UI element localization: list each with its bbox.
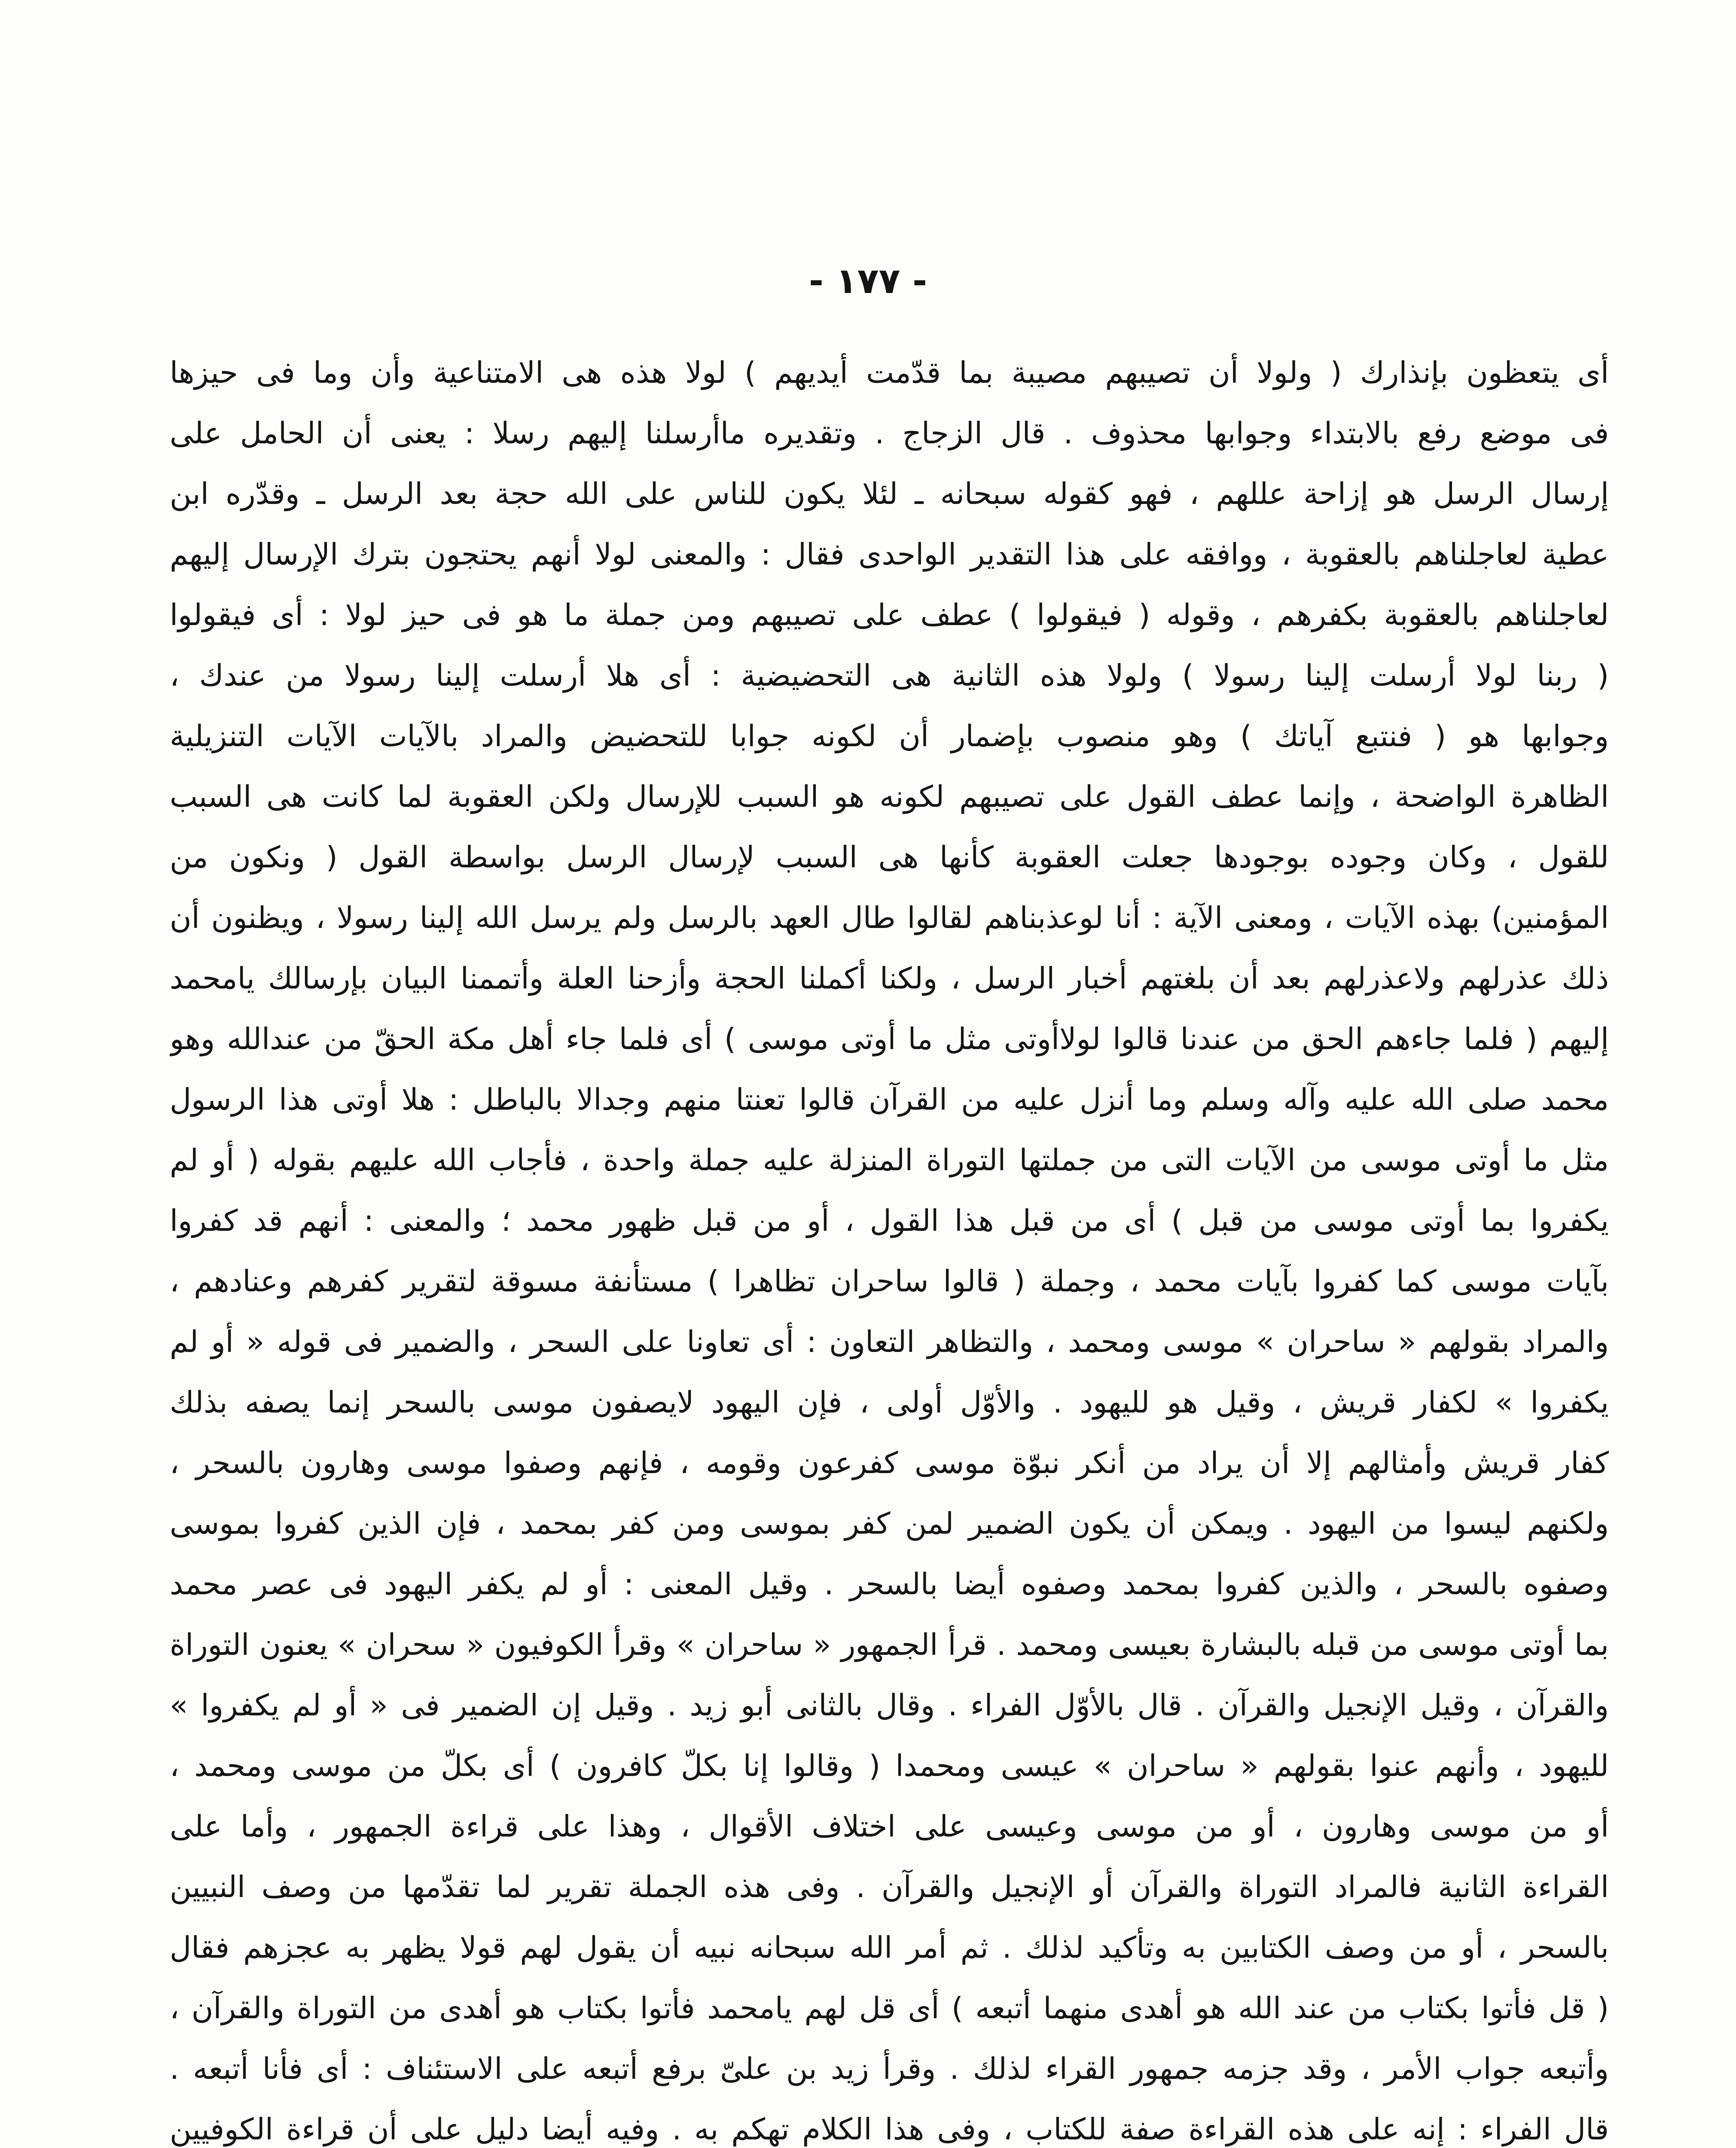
text-line: المؤمنين) بهذه الآيات ، ومعنى الآية : أنا لوعذبناهم لقالوا طال العهد بالرسل ولم يرسل الله إلينا رسولا ، ويظنون أن bbox=[170, 901, 1609, 935]
text-line: كفار قريش وأمثالهم إلا أن يراد من أنكر نبوّة موسى كفرعون وقومه ، فإنهم وصفوا موسى وهارون بالسحر ، bbox=[170, 1446, 1609, 1480]
text-line: إليهم ( فلما جاءهم الحق من عندنا قالوا لولاأوتى مثل ما أوتى موسى ) أى فلما جاء أهل مكة الحقّ من عندالله وهو bbox=[170, 1022, 1609, 1056]
text-line: أو من موسى وهارون ، أو من موسى وعيسى على اختلاف الأقوال ، وهذا على قراءة الجمهور ، وأما على bbox=[170, 1809, 1609, 1844]
text-line: لعاجلناهم بالعقوبة بكفرهم ، وقوله ( فيقولوا ) عطف على تصيبهم ومن جملة ما هو فى حيز لولا : أى فيقولوا bbox=[170, 598, 1609, 632]
text-line: القراءة الثانية فالمراد التوراة والقرآن أو الإنجيل والقرآن . وفى هذه الجملة تقرير لما تقدّمها من وصف النبيين bbox=[170, 1870, 1609, 1904]
text-line: فى موضع رفع بالابتداء وجوابها محذوف . قال الزجاج . وتقديره ماأرسلنا إليهم رسلا : يعنى أن الحامل على bbox=[170, 416, 1609, 451]
text-line: والمراد بقولهم « ساحران » موسى ومحمد ، والتظاهر التعاون : أى تعاونا على السحر ، والضمير فى قوله « أو لم bbox=[170, 1325, 1609, 1359]
text-line: يكفروا بما أوتى موسى من قبل ) أى من قبل هذا القول ، أو من قبل ظهور محمد ؛ والمعنى : أنهم قد كفروا bbox=[170, 1204, 1609, 1238]
text-line: أى يتعظون بإنذارك ( ولولا أن تصيبهم مصيبة بما قدّمت أيديهم ) لولا هذه هى الامتناعية وأن وما فى حيزها bbox=[170, 356, 1609, 390]
page-number: - ١٧٧ - bbox=[809, 261, 927, 302]
text-line: إرسال الرسل هو إزاحة عللهم ، فهو كقوله سبحانه ـ لئلا يكون للناس على الله حجة بعد الرسل ـ وقدّره ابن bbox=[170, 477, 1609, 511]
text-line: والقرآن ، وقيل الإنجيل والقرآن . قال بالأوّل الفراء . وقال بالثانى أبو زيد . وقيل إن الضمير فى « أو لم يكفروا » bbox=[170, 1688, 1609, 1723]
text-line: بما أوتى موسى من قبله بالبشارة بعيسى ومحمد . قرأ الجمهور « ساحران » وقرأ الكوفيون « سحران » يعنون التوراة bbox=[170, 1628, 1609, 1662]
text-line: عطية لعاجلناهم بالعقوبة ، ووافقه على هذا التقدير الواحدى فقال : والمعنى لولا أنهم يحتجون بترك الإرسال إليهم bbox=[170, 537, 1609, 572]
text-line: الظاهرة الواضحة ، وإنما عطف القول على تصيبهم لكونه هو السبب للإرسال ولكن العقوبة لما كانت هى السبب bbox=[170, 780, 1609, 814]
text-line: محمد صلى الله عليه وآله وسلم وما أنزل عليه من القرآن قالوا تعنتا منهم وجدالا بالباطل : هلا أوتى هذا الرسول bbox=[170, 1083, 1609, 1117]
text-line: ( قل فأتوا بكتاب من عند الله هو أهدى منهما أتبعه ) أى قل لهم يامحمد فأتوا بكتاب هو أهدى من التوراة والقرآن ، bbox=[170, 1991, 1609, 2026]
text-line: ولكنهم ليسوا من اليهود . ويمكن أن يكون الضمير لمن كفر بموسى ومن كفر بمحمد ، فإن الذين كفروا بموسى bbox=[170, 1507, 1609, 1541]
text-line: وصفوه بالسحر ، والذين كفروا بمحمد وصفوه أيضا بالسحر . وقيل المعنى : أو لم يكفر اليهود فى عصر محمد bbox=[170, 1567, 1609, 1602]
text-line: ذلك عذرلهم ولاعذرلهم بعد أن بلغتهم أخبار الرسل ، ولكنا أكملنا الحجة وأزحنا العلة وأتممنا البيان بإرسالك يامحمد bbox=[170, 961, 1609, 996]
text-line: يكفروا » لكفار قريش ، وقيل هو لليهود . والأوّل أولى ، فإن اليهود لايصفون موسى بالسحر إنما يصفه بذلك bbox=[170, 1385, 1609, 1420]
text-line: قال الفراء : إنه على هذه القراءة صفة للكتاب ، وفى هذا الكلام تهكم به . وفيه أيضا دليل على أن قراءة الكوفيين bbox=[170, 2112, 1609, 2147]
text-line: بالسحر ، أو من وصف الكتابين به وتأكيد لذلك . ثم أمر الله سبحانه نبيه أن يقول لهم قولا يظهر به عجزهم فقال bbox=[170, 1931, 1609, 1965]
text-line: لليهود ، وأنهم عنوا بقولهم « ساحران » عيسى ومحمدا ( وقالوا إنا بكلّ كافرون ) أى بكلّ من موسى ومحمد ، bbox=[170, 1749, 1609, 1783]
text-line: وجوابها هو ( فنتبع آياتك ) وهو منصوب بإضمار أن لكونه جوابا للتحضيض والمراد بالآيات الآيات التنزيلية bbox=[170, 719, 1609, 754]
text-line: ( ربنا لولا أرسلت إلينا رسولا ) ولولا هذه الثانية هى التحضيضية : أى هلا أرسلت إلينا رسولا من عندك ، bbox=[170, 659, 1609, 693]
text-line: مثل ما أوتى موسى من الآيات التى من جملتها التوراة المنزلة عليه جملة واحدة ، فأجاب الله عليهم بقوله ( أو لم bbox=[170, 1143, 1609, 1178]
text-line: وأتبعه جواب الأمر ، وقد جزمه جمهور القراء لذلك . وقرأ زيد بن علىّ برفع أتبعه على الاستئناف : أى فأنا أتبعه . bbox=[170, 2052, 1609, 2086]
text-line: للقول ، وكان وجوده بوجودها جعلت العقوبة كأنها هى السبب لإرسال الرسل بواسطة القول ( ونكون من bbox=[170, 840, 1609, 875]
body-text bbox=[170, 343, 1609, 2148]
text-line: بآيات موسى كما كفروا بآيات محمد ، وجملة ( قالوا ساحران تظاهرا ) مستأنفة مسوقة لتقرير كفرهم وعنادهم ، bbox=[170, 1264, 1609, 1299]
